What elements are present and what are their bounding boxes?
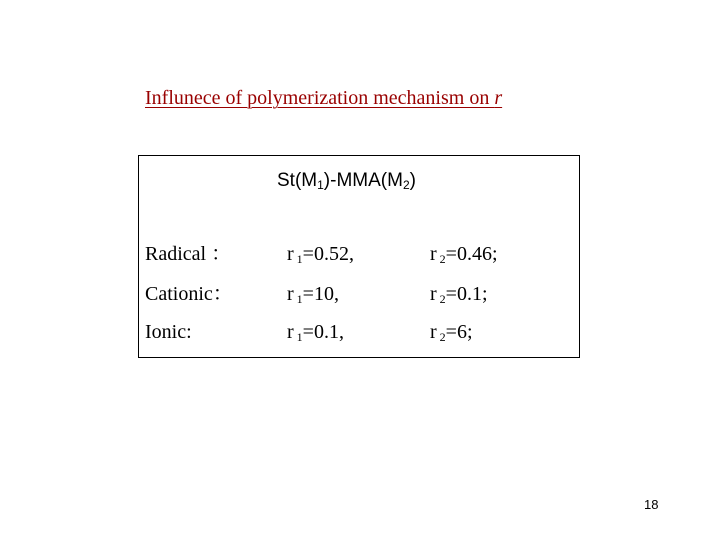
r1-value: r $_1$=0.52,	[287, 243, 354, 266]
r1-value: r $_1$=0.1,	[287, 321, 344, 344]
table-row-ionic	[139, 320, 579, 350]
header-subscript-1: 1	[317, 178, 324, 192]
r2-value: r $_2$=0.46;	[430, 243, 498, 266]
slide-title	[145, 86, 502, 110]
reactivity-ratio-table	[138, 155, 580, 358]
row-label: Radical ：	[145, 243, 232, 265]
table-row-cationic	[139, 282, 579, 312]
header-part-3: )	[409, 170, 416, 191]
page-number: 18	[644, 497, 659, 512]
header-part-1: St(M	[277, 170, 318, 191]
row-label: Cationic：	[145, 283, 233, 305]
header-part-2: )-MMA(M	[323, 170, 403, 191]
slide-title-text: Influnece of polymerization mechanism on	[145, 87, 495, 109]
slide-title-variable: r	[494, 87, 503, 109]
table-header	[277, 169, 416, 193]
table-row-radical	[139, 242, 579, 272]
row-label: Ionic:	[145, 321, 192, 343]
header-subscript-2: 2	[402, 178, 410, 192]
r2-value: r $_2$=6;	[430, 321, 473, 344]
r1-value: r $_1$=10,	[287, 283, 339, 306]
r2-value: r $_2$=0.1;	[430, 283, 488, 306]
